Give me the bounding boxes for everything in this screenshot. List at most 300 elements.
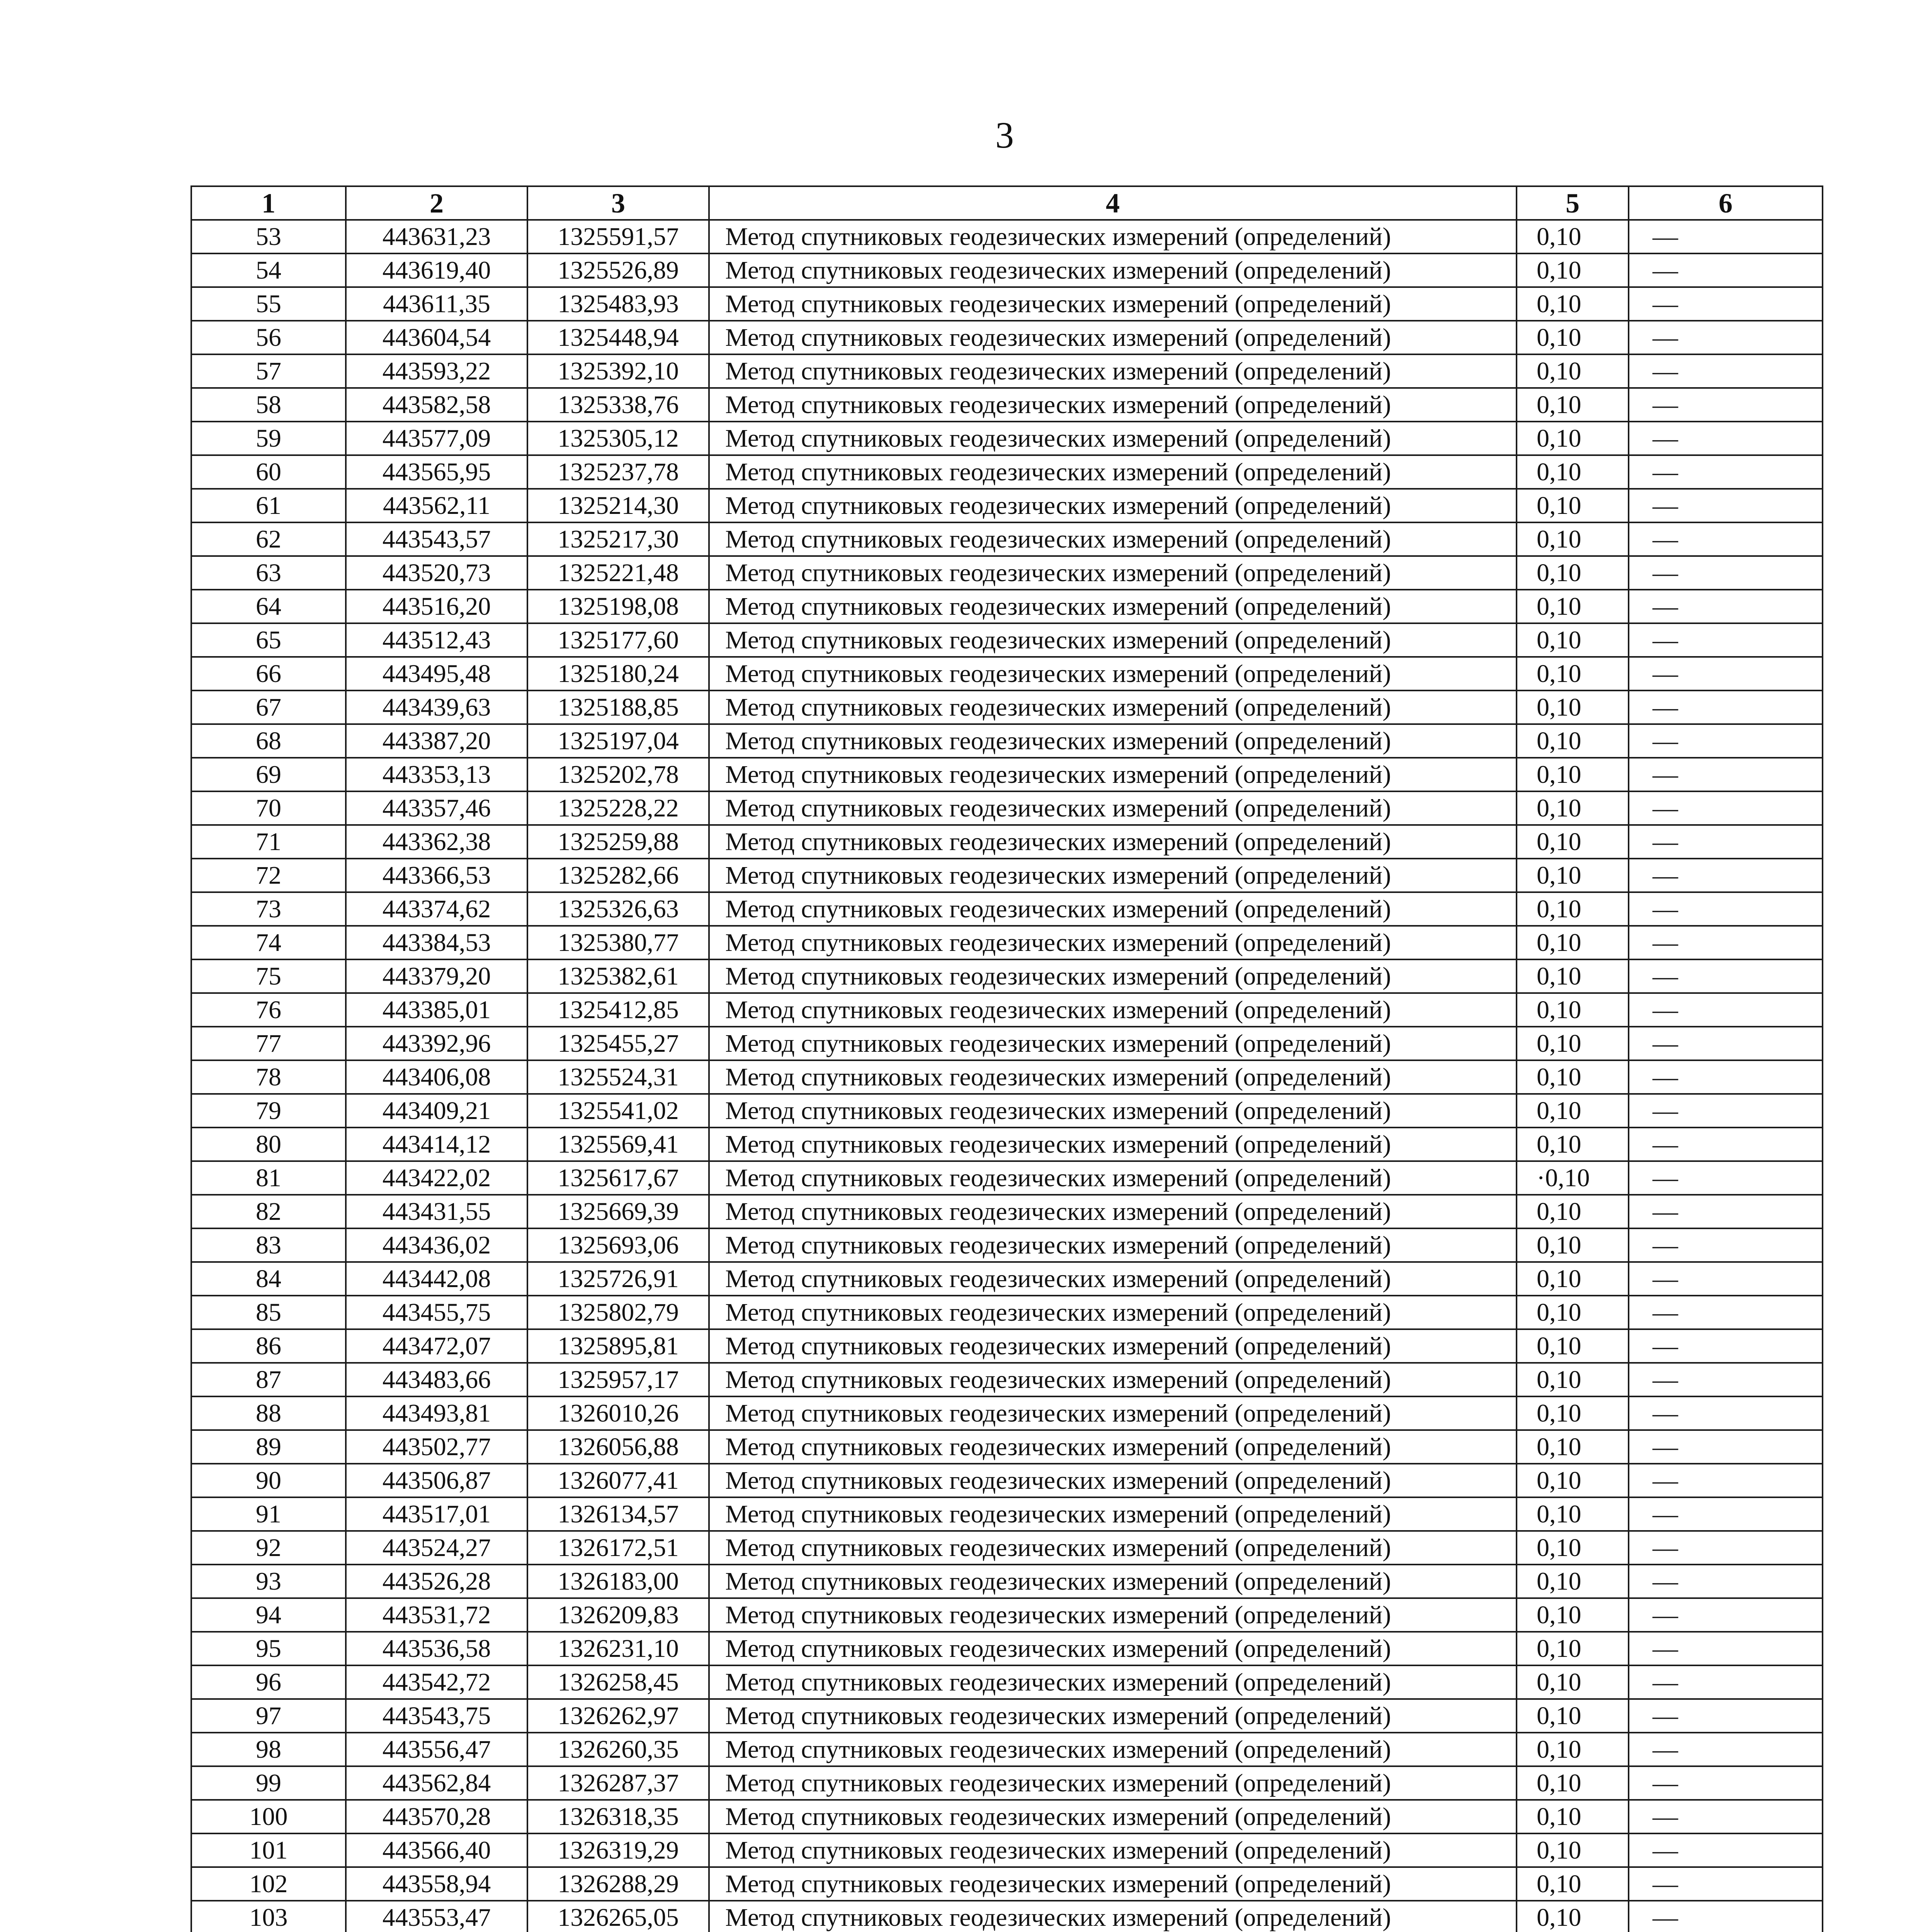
x-coordinate-cell: 443562,84 — [346, 1766, 527, 1800]
method-cell: Метод спутниковых геодезических измерений (определений) — [709, 1632, 1517, 1665]
method-cell: Метод спутниковых геодезических измерений (определений) — [709, 892, 1517, 926]
table-row — [191, 1833, 1823, 1867]
accuracy-cell: 0,10 — [1517, 1363, 1629, 1396]
point-number-cell: 65 — [191, 623, 346, 657]
table-row — [191, 1396, 1823, 1430]
point-number-cell: 77 — [191, 1027, 346, 1060]
accuracy-cell: 0,10 — [1517, 556, 1629, 590]
y-coordinate-cell: 1326010,26 — [527, 1396, 709, 1430]
point-number-cell: 62 — [191, 522, 346, 556]
column-header: 4 — [709, 186, 1517, 220]
x-coordinate-cell: 443384,53 — [346, 926, 527, 959]
point-number-cell: 57 — [191, 354, 346, 388]
accuracy-cell: 0,10 — [1517, 422, 1629, 455]
x-coordinate-cell: 443483,66 — [346, 1363, 527, 1396]
column-header: 5 — [1517, 186, 1629, 220]
method-cell: Метод спутниковых геодезических измерений (определений) — [709, 1531, 1517, 1565]
note-cell: — — [1629, 724, 1823, 758]
column-header: 3 — [527, 186, 709, 220]
point-number-cell: 87 — [191, 1363, 346, 1396]
table-row — [191, 1699, 1823, 1733]
point-number-cell: 74 — [191, 926, 346, 959]
method-cell: Метод спутниковых геодезических измерений (определений) — [709, 388, 1517, 422]
table-row — [191, 993, 1823, 1027]
accuracy-cell: 0,10 — [1517, 1060, 1629, 1094]
accuracy-cell: 0,10 — [1517, 287, 1629, 321]
table-row — [191, 522, 1823, 556]
x-coordinate-cell: 443556,47 — [346, 1733, 527, 1766]
note-cell: — — [1629, 1430, 1823, 1464]
y-coordinate-cell: 1325455,27 — [527, 1027, 709, 1060]
accuracy-cell: 0,10 — [1517, 1565, 1629, 1598]
x-coordinate-cell: 443506,87 — [346, 1464, 527, 1497]
note-cell: — — [1629, 1228, 1823, 1262]
x-coordinate-cell: 443385,01 — [346, 993, 527, 1027]
note-cell: — — [1629, 354, 1823, 388]
note-cell: — — [1629, 993, 1823, 1027]
method-cell: Метод спутниковых геодезических измерений (определений) — [709, 926, 1517, 959]
point-number-cell: 70 — [191, 791, 346, 825]
accuracy-cell: 0,10 — [1517, 321, 1629, 354]
point-number-cell: 75 — [191, 959, 346, 993]
y-coordinate-cell: 1325448,94 — [527, 321, 709, 354]
y-coordinate-cell: 1325591,57 — [527, 220, 709, 253]
table-row — [191, 1598, 1823, 1632]
y-coordinate-cell: 1325214,30 — [527, 489, 709, 522]
x-coordinate-cell: 443406,08 — [346, 1060, 527, 1094]
point-number-cell: 101 — [191, 1833, 346, 1867]
table-row — [191, 220, 1823, 253]
note-cell: — — [1629, 926, 1823, 959]
method-cell: Метод спутниковых геодезических измерений (определений) — [709, 1060, 1517, 1094]
table-row — [191, 354, 1823, 388]
x-coordinate-cell: 443493,81 — [346, 1396, 527, 1430]
table-row — [191, 892, 1823, 926]
x-coordinate-cell: 443362,38 — [346, 825, 527, 859]
y-coordinate-cell: 1325957,17 — [527, 1363, 709, 1396]
y-coordinate-cell: 1326077,41 — [527, 1464, 709, 1497]
accuracy-cell: 0,10 — [1517, 724, 1629, 758]
note-cell: — — [1629, 1598, 1823, 1632]
y-coordinate-cell: 1325412,85 — [527, 993, 709, 1027]
point-number-cell: 58 — [191, 388, 346, 422]
point-number-cell: 94 — [191, 1598, 346, 1632]
point-number-cell: 54 — [191, 253, 346, 287]
x-coordinate-cell: 443472,07 — [346, 1329, 527, 1363]
table-row — [191, 1161, 1823, 1195]
table-row — [191, 1531, 1823, 1565]
point-number-cell: 95 — [191, 1632, 346, 1665]
note-cell: — — [1629, 422, 1823, 455]
x-coordinate-cell: 443439,63 — [346, 690, 527, 724]
point-number-cell: 68 — [191, 724, 346, 758]
table-row — [191, 758, 1823, 791]
method-cell: Метод спутниковых геодезических измерений (определений) — [709, 321, 1517, 354]
point-number-cell: 61 — [191, 489, 346, 522]
table-row — [191, 959, 1823, 993]
note-cell: — — [1629, 489, 1823, 522]
accuracy-cell: 0,10 — [1517, 1665, 1629, 1699]
method-cell: Метод спутниковых геодезических измерений (определений) — [709, 993, 1517, 1027]
note-cell: — — [1629, 791, 1823, 825]
method-cell: Метод спутниковых геодезических измерений (определений) — [709, 1766, 1517, 1800]
method-cell: Метод спутниковых геодезических измерений (определений) — [709, 1464, 1517, 1497]
y-coordinate-cell: 1325693,06 — [527, 1228, 709, 1262]
y-coordinate-cell: 1325202,78 — [527, 758, 709, 791]
x-coordinate-cell: 443577,09 — [346, 422, 527, 455]
accuracy-cell: 0,10 — [1517, 1699, 1629, 1733]
method-cell: Метод спутниковых геодезических измерений (определений) — [709, 522, 1517, 556]
accuracy-cell: 0,10 — [1517, 1430, 1629, 1464]
y-coordinate-cell: 1326260,35 — [527, 1733, 709, 1766]
note-cell: — — [1629, 1800, 1823, 1833]
note-cell: — — [1629, 1665, 1823, 1699]
point-number-cell: 93 — [191, 1565, 346, 1598]
method-cell: Метод спутниковых геодезических измерений (определений) — [709, 1833, 1517, 1867]
accuracy-cell: 0,10 — [1517, 1329, 1629, 1363]
y-coordinate-cell: 1325237,78 — [527, 455, 709, 489]
x-coordinate-cell: 443409,21 — [346, 1094, 527, 1128]
accuracy-cell: 0,10 — [1517, 1733, 1629, 1766]
table-row — [191, 1733, 1823, 1766]
table-row — [191, 1329, 1823, 1363]
point-number-cell: 59 — [191, 422, 346, 455]
x-coordinate-cell: 443566,40 — [346, 1833, 527, 1867]
y-coordinate-cell: 1325617,67 — [527, 1161, 709, 1195]
point-number-cell: 71 — [191, 825, 346, 859]
column-header: 1 — [191, 186, 346, 220]
table-row — [191, 1464, 1823, 1497]
accuracy-cell: 0,10 — [1517, 1094, 1629, 1128]
x-coordinate-cell: 443502,77 — [346, 1430, 527, 1464]
point-number-cell: 90 — [191, 1464, 346, 1497]
table-row — [191, 1867, 1823, 1901]
note-cell: — — [1629, 859, 1823, 892]
method-cell: Метод спутниковых геодезических измерений (определений) — [709, 422, 1517, 455]
method-cell: Метод спутниковых геодезических измерений (определений) — [709, 1027, 1517, 1060]
point-number-cell: 76 — [191, 993, 346, 1027]
accuracy-cell: 0,10 — [1517, 1800, 1629, 1833]
x-coordinate-cell: 443536,58 — [346, 1632, 527, 1665]
accuracy-cell: 0,10 — [1517, 1598, 1629, 1632]
note-cell: — — [1629, 287, 1823, 321]
accuracy-cell: 0,10 — [1517, 1901, 1629, 1932]
method-cell: Метод спутниковых геодезических измерений (определений) — [709, 1497, 1517, 1531]
y-coordinate-cell: 1325221,48 — [527, 556, 709, 590]
note-cell: — — [1629, 690, 1823, 724]
accuracy-cell: 0,10 — [1517, 1766, 1629, 1800]
point-number-cell: 73 — [191, 892, 346, 926]
accuracy-cell: 0,10 — [1517, 825, 1629, 859]
y-coordinate-cell: 1326231,10 — [527, 1632, 709, 1665]
note-cell: — — [1629, 825, 1823, 859]
x-coordinate-cell: 443562,11 — [346, 489, 527, 522]
y-coordinate-cell: 1325802,79 — [527, 1296, 709, 1329]
x-coordinate-cell: 443353,13 — [346, 758, 527, 791]
point-number-cell: 63 — [191, 556, 346, 590]
note-cell: — — [1629, 1565, 1823, 1598]
note-cell: — — [1629, 1262, 1823, 1296]
note-cell: — — [1629, 1296, 1823, 1329]
accuracy-cell: 0,10 — [1517, 758, 1629, 791]
x-coordinate-cell: 443414,12 — [346, 1128, 527, 1161]
accuracy-cell: 0,10 — [1517, 1396, 1629, 1430]
table-row — [191, 590, 1823, 623]
y-coordinate-cell: 1326209,83 — [527, 1598, 709, 1632]
point-number-cell: 67 — [191, 690, 346, 724]
note-cell: — — [1629, 388, 1823, 422]
x-coordinate-cell: 443558,94 — [346, 1867, 527, 1901]
note-cell: — — [1629, 1161, 1823, 1195]
point-number-cell: 79 — [191, 1094, 346, 1128]
note-cell: — — [1629, 522, 1823, 556]
method-cell: Метод спутниковых геодезических измерений (определений) — [709, 1396, 1517, 1430]
accuracy-cell: 0,10 — [1517, 455, 1629, 489]
y-coordinate-cell: 1325259,88 — [527, 825, 709, 859]
method-cell: Метод спутниковых геодезических измерений (определений) — [709, 859, 1517, 892]
table-row — [191, 1430, 1823, 1464]
y-coordinate-cell: 1326056,88 — [527, 1430, 709, 1464]
note-cell: — — [1629, 455, 1823, 489]
note-cell: — — [1629, 1329, 1823, 1363]
point-number-cell: 100 — [191, 1800, 346, 1833]
table-row — [191, 690, 1823, 724]
table-row — [191, 724, 1823, 758]
accuracy-cell: 0,10 — [1517, 859, 1629, 892]
point-number-cell: 92 — [191, 1531, 346, 1565]
note-cell: — — [1629, 1464, 1823, 1497]
point-number-cell: 96 — [191, 1665, 346, 1699]
method-cell: Метод спутниковых геодезических измерений (определений) — [709, 1363, 1517, 1396]
table-row — [191, 253, 1823, 287]
note-cell: — — [1629, 1128, 1823, 1161]
x-coordinate-cell: 443593,22 — [346, 354, 527, 388]
x-coordinate-cell: 443436,02 — [346, 1228, 527, 1262]
accuracy-cell: 0,10 — [1517, 1195, 1629, 1228]
note-cell: — — [1629, 1027, 1823, 1060]
accuracy-cell: 0,10 — [1517, 489, 1629, 522]
x-coordinate-cell: 443379,20 — [346, 959, 527, 993]
method-cell: Метод спутниковых геодезических измерений (определений) — [709, 489, 1517, 522]
y-coordinate-cell: 1326262,97 — [527, 1699, 709, 1733]
accuracy-cell: 0,10 — [1517, 1867, 1629, 1901]
accuracy-cell: 0,10 — [1517, 1531, 1629, 1565]
method-cell: Метод спутниковых геодезических измерений (определений) — [709, 1733, 1517, 1766]
note-cell: — — [1629, 321, 1823, 354]
accuracy-cell: 0,10 — [1517, 993, 1629, 1027]
method-cell: Метод спутниковых геодезических измерений (определений) — [709, 1161, 1517, 1195]
table-row — [191, 1632, 1823, 1665]
method-cell: Метод спутниковых геодезических измерений (определений) — [709, 1296, 1517, 1329]
x-coordinate-cell: 443531,72 — [346, 1598, 527, 1632]
accuracy-cell: 0,10 — [1517, 1262, 1629, 1296]
y-coordinate-cell: 1325188,85 — [527, 690, 709, 724]
table-row — [191, 1766, 1823, 1800]
note-cell: — — [1629, 1867, 1823, 1901]
table-row — [191, 422, 1823, 455]
x-coordinate-cell: 443631,23 — [346, 220, 527, 253]
table-row — [191, 825, 1823, 859]
point-number-cell: 64 — [191, 590, 346, 623]
method-cell: Метод спутниковых геодезических измерений (определений) — [709, 1598, 1517, 1632]
method-cell: Метод спутниковых геодезических измерений (определений) — [709, 1228, 1517, 1262]
table-row — [191, 321, 1823, 354]
note-cell: — — [1629, 1833, 1823, 1867]
y-coordinate-cell: 1325326,63 — [527, 892, 709, 926]
accuracy-cell: 0,10 — [1517, 354, 1629, 388]
point-number-cell: 89 — [191, 1430, 346, 1464]
point-number-cell: 55 — [191, 287, 346, 321]
accuracy-cell: 0,10 — [1517, 657, 1629, 690]
note-cell: — — [1629, 959, 1823, 993]
note-cell: — — [1629, 1497, 1823, 1531]
y-coordinate-cell: 1325197,04 — [527, 724, 709, 758]
accuracy-cell: 0,10 — [1517, 959, 1629, 993]
method-cell: Метод спутниковых геодезических измерений (определений) — [709, 1565, 1517, 1598]
table-row — [191, 287, 1823, 321]
y-coordinate-cell: 1325726,91 — [527, 1262, 709, 1296]
note-cell: — — [1629, 623, 1823, 657]
note-cell: — — [1629, 1766, 1823, 1800]
table-row — [191, 791, 1823, 825]
note-cell: — — [1629, 1699, 1823, 1733]
method-cell: Метод спутниковых геодезических измерений (определений) — [709, 590, 1517, 623]
method-cell: Метод спутниковых геодезических измерений (определений) — [709, 724, 1517, 758]
accuracy-cell: 0,10 — [1517, 1027, 1629, 1060]
x-coordinate-cell: 443512,43 — [346, 623, 527, 657]
y-coordinate-cell: 1326319,29 — [527, 1833, 709, 1867]
x-coordinate-cell: 443604,54 — [346, 321, 527, 354]
method-cell: Метод спутниковых геодезических измерений (определений) — [709, 1800, 1517, 1833]
y-coordinate-cell: 1325392,10 — [527, 354, 709, 388]
y-coordinate-cell: 1326288,29 — [527, 1867, 709, 1901]
accuracy-cell: 0,10 — [1517, 892, 1629, 926]
note-cell: — — [1629, 1195, 1823, 1228]
accuracy-cell: 0,10 — [1517, 1296, 1629, 1329]
point-number-cell: 99 — [191, 1766, 346, 1800]
method-cell: Метод спутниковых геодезических измерений (определений) — [709, 253, 1517, 287]
x-coordinate-cell: 443387,20 — [346, 724, 527, 758]
table-row — [191, 1128, 1823, 1161]
note-cell: — — [1629, 1094, 1823, 1128]
page-number: 3 — [995, 114, 1014, 156]
method-cell: Метод спутниковых геодезических измерений (определений) — [709, 758, 1517, 791]
method-cell: Метод спутниковых геодезических измерений (определений) — [709, 1128, 1517, 1161]
coordinates-table — [190, 185, 1823, 1932]
x-coordinate-cell: 443619,40 — [346, 253, 527, 287]
table-row — [191, 1195, 1823, 1228]
method-cell: Метод спутниковых геодезических измерений (определений) — [709, 690, 1517, 724]
method-cell: Метод спутниковых геодезических измерений (определений) — [709, 1901, 1517, 1932]
x-coordinate-cell: 443392,96 — [346, 1027, 527, 1060]
table-row — [191, 1565, 1823, 1598]
y-coordinate-cell: 1325217,30 — [527, 522, 709, 556]
method-cell: Метод спутниковых геодезических измерений (определений) — [709, 455, 1517, 489]
y-coordinate-cell: 1325524,31 — [527, 1060, 709, 1094]
y-coordinate-cell: 1325177,60 — [527, 623, 709, 657]
point-number-cell: 98 — [191, 1733, 346, 1766]
method-cell: Метод спутниковых геодезических измерений (определений) — [709, 1430, 1517, 1464]
method-cell: Метод спутниковых геодезических измерений (определений) — [709, 1195, 1517, 1228]
x-coordinate-cell: 443553,47 — [346, 1901, 527, 1932]
note-cell: — — [1629, 1632, 1823, 1665]
table-row — [191, 657, 1823, 690]
y-coordinate-cell: 1326258,45 — [527, 1665, 709, 1699]
accuracy-cell: 0,10 — [1517, 220, 1629, 253]
table-row — [191, 489, 1823, 522]
method-cell: Метод спутниковых геодезических измерений (определений) — [709, 1329, 1517, 1363]
accuracy-cell: 0,10 — [1517, 926, 1629, 959]
table-row — [191, 1665, 1823, 1699]
note-cell: — — [1629, 758, 1823, 791]
note-cell: — — [1629, 1531, 1823, 1565]
point-number-cell: 85 — [191, 1296, 346, 1329]
note-cell: — — [1629, 892, 1823, 926]
y-coordinate-cell: 1326183,00 — [527, 1565, 709, 1598]
method-cell: Метод спутниковых геодезических измерений (определений) — [709, 657, 1517, 690]
x-coordinate-cell: 443611,35 — [346, 287, 527, 321]
x-coordinate-cell: 443357,46 — [346, 791, 527, 825]
table-row — [191, 1296, 1823, 1329]
x-coordinate-cell: 443520,73 — [346, 556, 527, 590]
point-number-cell: 56 — [191, 321, 346, 354]
x-coordinate-cell: 443542,72 — [346, 1665, 527, 1699]
table-row — [191, 388, 1823, 422]
y-coordinate-cell: 1326134,57 — [527, 1497, 709, 1531]
point-number-cell: 103 — [191, 1901, 346, 1932]
table-row — [191, 1262, 1823, 1296]
accuracy-cell: 0,10 — [1517, 1833, 1629, 1867]
method-cell: Метод спутниковых геодезических измерений (определений) — [709, 354, 1517, 388]
note-cell: — — [1629, 657, 1823, 690]
point-number-cell: 60 — [191, 455, 346, 489]
accuracy-cell: 0,10 — [1517, 1464, 1629, 1497]
accuracy-cell: 0,10 — [1517, 1497, 1629, 1531]
y-coordinate-cell: 1325180,24 — [527, 657, 709, 690]
note-cell: — — [1629, 590, 1823, 623]
note-cell: — — [1629, 220, 1823, 253]
y-coordinate-cell: 1326287,37 — [527, 1766, 709, 1800]
table-row — [191, 1901, 1823, 1932]
point-number-cell: 78 — [191, 1060, 346, 1094]
table-row — [191, 926, 1823, 959]
x-coordinate-cell: 443526,28 — [346, 1565, 527, 1598]
x-coordinate-cell: 443455,75 — [346, 1296, 527, 1329]
table-row — [191, 1228, 1823, 1262]
table-row — [191, 1497, 1823, 1531]
y-coordinate-cell: 1326172,51 — [527, 1531, 709, 1565]
point-number-cell: 81 — [191, 1161, 346, 1195]
point-number-cell: 53 — [191, 220, 346, 253]
point-number-cell: 66 — [191, 657, 346, 690]
x-coordinate-cell: 443431,55 — [346, 1195, 527, 1228]
point-number-cell: 97 — [191, 1699, 346, 1733]
point-number-cell: 80 — [191, 1128, 346, 1161]
y-coordinate-cell: 1325526,89 — [527, 253, 709, 287]
x-coordinate-cell: 443374,62 — [346, 892, 527, 926]
note-cell: — — [1629, 1396, 1823, 1430]
x-coordinate-cell: 443366,53 — [346, 859, 527, 892]
point-number-cell: 88 — [191, 1396, 346, 1430]
accuracy-cell: 0,10 — [1517, 590, 1629, 623]
table-row — [191, 455, 1823, 489]
accuracy-cell: 0,10 — [1517, 623, 1629, 657]
accuracy-cell: 0,10 — [1517, 522, 1629, 556]
x-coordinate-cell: 443565,95 — [346, 455, 527, 489]
x-coordinate-cell: 443422,02 — [346, 1161, 527, 1195]
method-cell: Метод спутниковых геодезических измерений (определений) — [709, 1665, 1517, 1699]
y-coordinate-cell: 1325282,66 — [527, 859, 709, 892]
